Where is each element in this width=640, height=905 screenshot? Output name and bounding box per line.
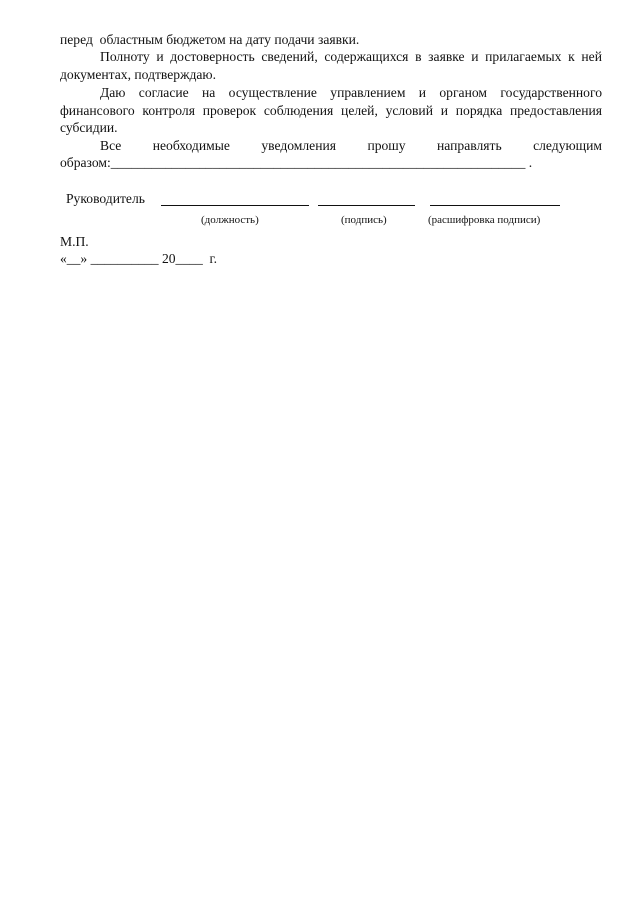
caption-signature-decode: (расшифровка подписи) [428,214,541,226]
paragraph-notification-line-1: Все необходимые уведомления прошу направлять следующим [100,138,602,153]
paragraph-notification-line-2: образом:_____________________________________________________________ . [60,155,533,170]
signature-blank-line [318,205,415,206]
signature-label: Руководитель [66,191,145,206]
paragraph-confirmation: Полноту и достоверность сведений, содержащихся в заявке и прилагаемых к ней документах, подтверждаю. [60,49,602,82]
paragraph-consent: Даю согласие на осуществление управлением и органом государственного финансового контроля проверок соблюдения целей, условий и порядка предоставления субсидии. [60,85,602,136]
position-blank-line [161,205,309,206]
signature-decode-blank-line [430,205,560,206]
stamp-label: М.П. [60,234,89,249]
caption-position: (должность) [201,214,259,226]
continuation-line: перед областным бюджетом на дату подачи заявки. [60,32,360,47]
date-line: «__» __________ 20____ г. [60,251,217,266]
signature-row [66,190,586,210]
caption-signature: (подпись) [341,214,387,226]
